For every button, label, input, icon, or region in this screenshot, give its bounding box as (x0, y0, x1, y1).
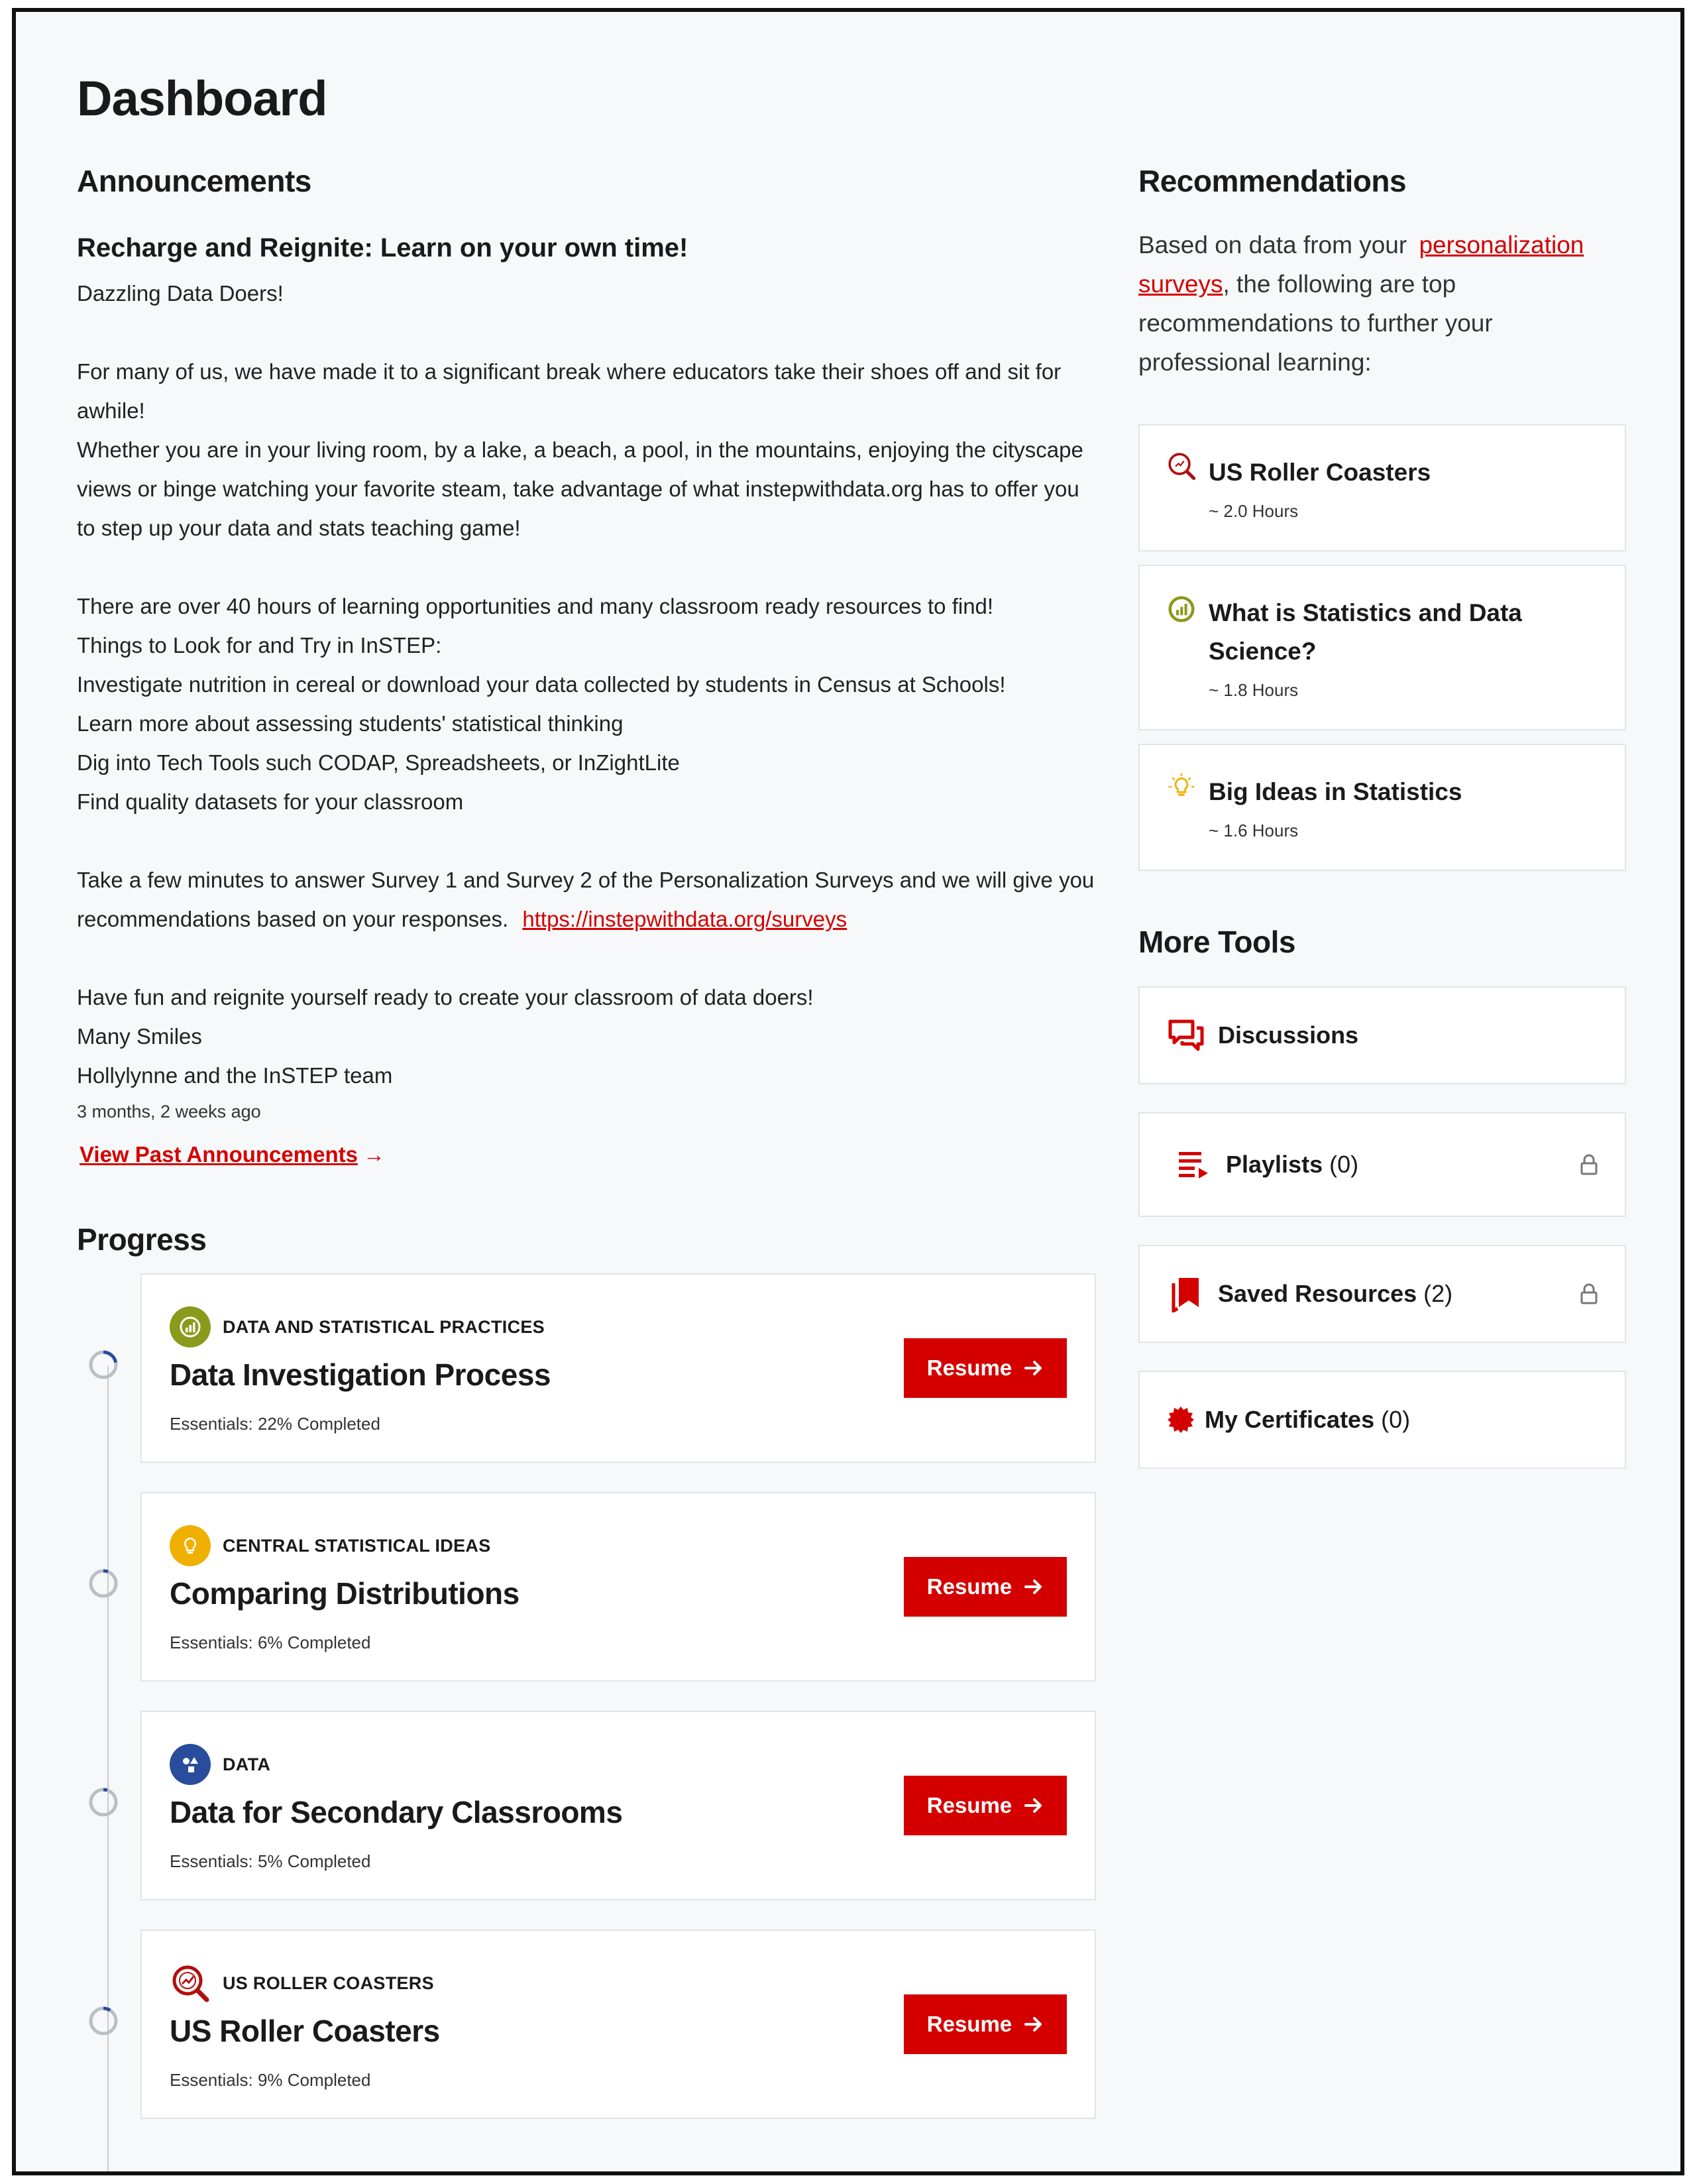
recommendation-card[interactable] (1138, 744, 1626, 871)
completion-status: Essentials: 22% Completed (170, 1414, 380, 1434)
recommendations-heading: Recommendations (1138, 164, 1407, 198)
resume-label: Resume (926, 2012, 1012, 2036)
announcement-line: Investigate nutrition in cereal or download your data collected by students in Census at Schools! (77, 672, 1006, 697)
resume-label: Resume (926, 1355, 1012, 1380)
resume-button[interactable] (904, 1776, 1067, 1835)
announcement-title: Recharge and Reignite: Learn on your own time! (77, 233, 688, 262)
intro-text: , the following are top recommendations to further your professional learning: (1138, 270, 1493, 376)
progress-list (77, 1273, 1111, 2119)
playlist-icon (1176, 1146, 1213, 1183)
progress-card (140, 1492, 1096, 1682)
view-past-announcements-link[interactable] (80, 1142, 385, 1167)
announcement-text: recommendations based on your responses. (77, 907, 509, 931)
recommendation-title: US Roller Coasters (1209, 459, 1431, 486)
announcement-line: Many Smiles (77, 1024, 202, 1049)
recommendation-hours: ~ 2.0 Hours (1209, 501, 1299, 521)
category-row (170, 1963, 434, 2004)
lightbulb-icon (1166, 772, 1197, 802)
announcement-line: Things to Look for and Try in InSTEP: (77, 633, 442, 658)
tool-count: (2) (1423, 1280, 1453, 1307)
resume-label: Resume (926, 1793, 1012, 1817)
tool-my-certificates[interactable] (1138, 1371, 1626, 1469)
tool-count: (0) (1329, 1151, 1359, 1178)
intro-text: Based on data from your (1138, 231, 1407, 259)
magnify-chart-icon (170, 1963, 211, 2004)
recommendations-intro (1138, 225, 1626, 382)
recommendation-title: What is Statistics and Data Science? (1209, 599, 1522, 665)
arrow-right-icon (1024, 2014, 1044, 2034)
announcement-body (77, 274, 1111, 1095)
announcement-line: Hollylynne and the InSTEP team (77, 1063, 393, 1088)
recommendation-title: Big Ideas in Statistics (1209, 778, 1462, 805)
resume-button[interactable] (904, 1994, 1067, 2054)
chat-icon (1168, 1017, 1205, 1054)
progress-ring (87, 2005, 119, 2037)
arrow-right-icon (1024, 1358, 1044, 1378)
page-title: Dashboard (77, 71, 327, 126)
announcement-line (77, 899, 1111, 939)
recommendation-card[interactable] (1138, 565, 1626, 730)
lightbulb-icon (170, 1525, 211, 1566)
magnify-chart-icon (1166, 451, 1197, 481)
tool-count: (0) (1381, 1406, 1411, 1433)
category-label: CENTRAL STATISTICAL IDEAS (223, 1535, 491, 1556)
recommendation-hours: ~ 1.6 Hours (1209, 821, 1299, 840)
timeline-line (107, 1366, 109, 2175)
progress-card (140, 1929, 1096, 2119)
announcement-timestamp: 3 months, 2 weeks ago (77, 1102, 261, 1121)
category-row (170, 1525, 491, 1566)
announcement-line: Take a few minutes to answer Survey 1 and Survey 2 of the Personalization Surveys and we will give you (77, 868, 1095, 892)
course-title[interactable]: Data for Secondary Classrooms (170, 1795, 623, 1829)
left-column (77, 163, 1111, 2148)
resume-button[interactable] (904, 1338, 1067, 1398)
completion-status: Essentials: 6% Completed (170, 1633, 371, 1652)
badge-icon (1162, 1401, 1199, 1438)
arrow-right-icon (1024, 1796, 1044, 1815)
shapes-icon (170, 1744, 211, 1785)
announcement-line: Learn more about assessing students' statistical thinking (77, 711, 624, 736)
tool-label: Discussions (1218, 1021, 1359, 1049)
announcement-line: Have fun and reignite yourself ready to create your classroom of data doers! (77, 985, 814, 1009)
tool-label-text: My Certificates (1205, 1406, 1375, 1433)
personalization-surveys-link[interactable]: personalization surveys (1138, 231, 1584, 298)
announcements-heading: Announcements (77, 164, 311, 198)
course-title[interactable]: Data Investigation Process (170, 1357, 551, 1392)
course-title[interactable]: US Roller Coasters (170, 2014, 440, 2048)
announcement-line: views or binge watching your favorite steam, take advantage of what instepwithdata.org has to offer you (77, 477, 1079, 501)
announcement-line: There are over 40 hours of learning opportunities and many classroom ready resources to find! (77, 594, 994, 618)
arrow-right-icon (1024, 1577, 1044, 1597)
completion-status: Essentials: 5% Completed (170, 1851, 371, 1871)
tool-playlists[interactable] (1138, 1112, 1626, 1217)
tool-label-text: Saved Resources (1218, 1280, 1417, 1307)
tool-saved-resources[interactable] (1138, 1245, 1626, 1343)
progress-ring (87, 1786, 119, 1818)
announcement-line: Whether you are in your living room, by a lake, a beach, a pool, in the mountains, enjoying the cityscape (77, 437, 1083, 462)
progress-card (140, 1273, 1096, 1463)
resume-button[interactable] (904, 1557, 1067, 1617)
tool-discussions[interactable] (1138, 986, 1626, 1084)
tool-label (1205, 1406, 1410, 1434)
more-tools-heading: More Tools (1138, 925, 1295, 959)
progress-ring (87, 1349, 119, 1381)
announcement-line: Dazzling Data Doers! (77, 281, 284, 306)
announcement-line: Find quality datasets for your classroom (77, 789, 464, 814)
lock-icon (1580, 1153, 1598, 1176)
tool-label (1218, 1280, 1452, 1308)
progress-card (140, 1711, 1096, 1900)
resume-label: Resume (926, 1574, 1012, 1599)
view-past-label: View Past Announcements (80, 1142, 358, 1167)
completion-status: Essentials: 9% Completed (170, 2070, 371, 2090)
surveys-link[interactable]: https://instepwithdata.org/surveys (522, 907, 848, 931)
announcement-line: For many of us, we have made it to a significant break where educators take their shoes off and sit for (77, 359, 1062, 384)
recommendation-card[interactable] (1138, 424, 1626, 551)
category-row (170, 1744, 270, 1785)
right-column (1138, 163, 1626, 1469)
arrow-right-icon: → (362, 1142, 385, 1167)
category-label: DATA (223, 1754, 271, 1774)
progress-ring (87, 1568, 119, 1599)
chart-icon (170, 1306, 211, 1348)
announcement-line: Dig into Tech Tools such CODAP, Spreadsheets, or InZightLite (77, 750, 680, 775)
lock-icon (1580, 1283, 1598, 1305)
recommendation-hours: ~ 1.8 Hours (1209, 680, 1299, 700)
page-frame (12, 8, 1684, 2175)
category-label: DATA AND STATISTICAL PRACTICES (223, 1316, 545, 1337)
bookmark-icon (1168, 1275, 1205, 1312)
course-title[interactable]: Comparing Distributions (170, 1576, 519, 1611)
tool-label-text: Playlists (1226, 1151, 1323, 1178)
progress-heading: Progress (77, 1222, 207, 1257)
category-row (170, 1306, 545, 1348)
announcement-line: to step up your data and stats teaching game! (77, 516, 521, 540)
announcement-line: awhile! (77, 398, 145, 423)
tool-label (1226, 1151, 1358, 1178)
category-label: US ROLLER COASTERS (223, 1973, 434, 1993)
chart-icon (1166, 594, 1197, 624)
